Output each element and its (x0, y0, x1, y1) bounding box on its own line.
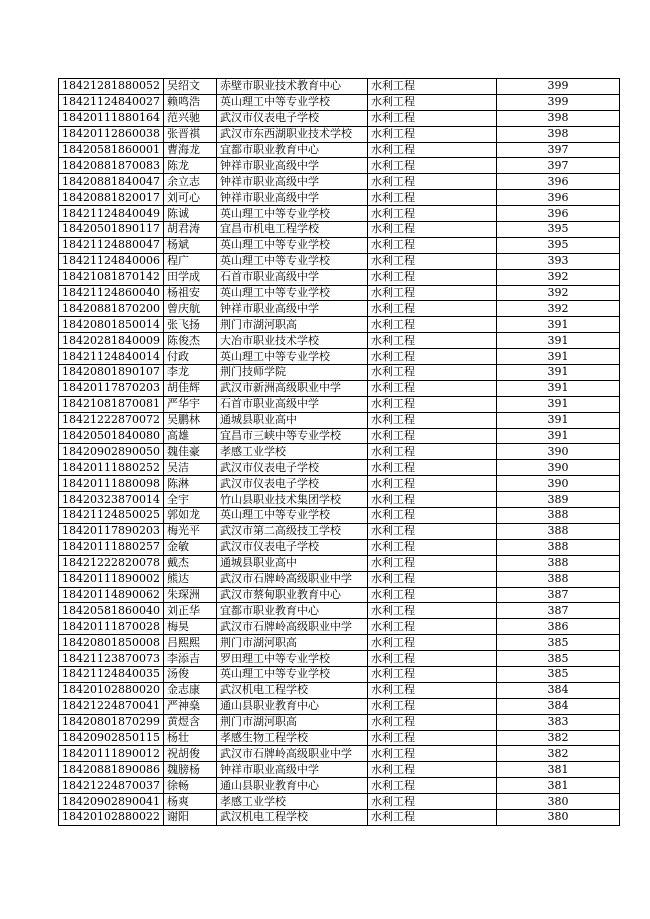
exam-id-cell: 18420881870083 (59, 158, 164, 174)
score-cell: 381 (496, 762, 619, 778)
score-cell: 393 (496, 253, 619, 269)
exam-id-cell: 18420111880098 (59, 476, 164, 492)
major-cell: 水利工程 (367, 666, 496, 682)
score-cell: 396 (496, 206, 619, 222)
score-cell: 398 (496, 126, 619, 142)
student-name-cell: 祝胡俊 (163, 746, 216, 762)
exam-id-cell: 18421124880047 (59, 237, 164, 253)
score-cell: 382 (496, 730, 619, 746)
student-name-cell: 熊达 (163, 571, 216, 587)
school-cell: 武汉市蔡甸职业教育中心 (216, 587, 367, 603)
score-cell: 385 (496, 651, 619, 667)
student-name-cell: 余立志 (163, 174, 216, 190)
school-cell: 孝感工业学校 (216, 794, 367, 810)
exam-id-cell: 18420114890062 (59, 587, 164, 603)
table-row (59, 746, 620, 762)
exam-id-cell: 18420117890203 (59, 523, 164, 539)
student-name-cell: 付政 (163, 349, 216, 365)
exam-id-cell: 18420801870299 (59, 714, 164, 730)
school-cell: 荆门市湖河职高 (216, 317, 367, 333)
table-row (59, 809, 620, 825)
score-cell: 392 (496, 269, 619, 285)
school-cell: 荆门市湖河职高 (216, 635, 367, 651)
score-cell: 383 (496, 714, 619, 730)
exam-id-cell: 18420881870200 (59, 301, 164, 317)
student-name-cell: 黄煜含 (163, 714, 216, 730)
student-name-cell: 陈诚 (163, 206, 216, 222)
score-cell: 391 (496, 349, 619, 365)
major-cell: 水利工程 (367, 682, 496, 698)
table-row (59, 762, 620, 778)
score-cell: 385 (496, 635, 619, 651)
score-cell: 392 (496, 301, 619, 317)
school-cell: 英山理工中等专业学校 (216, 253, 367, 269)
major-cell: 水利工程 (367, 555, 496, 571)
student-name-cell: 程广 (163, 253, 216, 269)
exam-id-cell: 18421222870072 (59, 412, 164, 428)
student-name-cell: 吕熙熙 (163, 635, 216, 651)
exam-id-cell: 18420881890086 (59, 762, 164, 778)
score-cell: 387 (496, 587, 619, 603)
school-cell: 英山理工中等专业学校 (216, 666, 367, 682)
table-row (59, 126, 620, 142)
major-cell: 水利工程 (367, 444, 496, 460)
major-cell: 水利工程 (367, 778, 496, 794)
major-cell: 水利工程 (367, 222, 496, 238)
school-cell: 钟祥市职业高级中学 (216, 190, 367, 206)
score-cell: 386 (496, 619, 619, 635)
student-name-cell: 李添吉 (163, 651, 216, 667)
major-cell: 水利工程 (367, 412, 496, 428)
school-cell: 通城县职业高中 (216, 412, 367, 428)
school-cell: 钟祥市职业高级中学 (216, 301, 367, 317)
student-name-cell: 刘可心 (163, 190, 216, 206)
student-name-cell: 曹海龙 (163, 142, 216, 158)
major-cell: 水利工程 (367, 317, 496, 333)
student-name-cell: 张晋祺 (163, 126, 216, 142)
table-row (59, 317, 620, 333)
school-cell: 竹山县职业技术集团学校 (216, 492, 367, 508)
exam-id-cell: 18421124840027 (59, 94, 164, 110)
major-cell: 水利工程 (367, 349, 496, 365)
table-row (59, 110, 620, 126)
table-row (59, 635, 620, 651)
exam-id-cell: 18420111880252 (59, 460, 164, 476)
major-cell: 水利工程 (367, 428, 496, 444)
school-cell: 通山县职业教育中心 (216, 778, 367, 794)
score-cell: 388 (496, 539, 619, 555)
score-cell: 387 (496, 603, 619, 619)
student-name-cell: 徐畅 (163, 778, 216, 794)
table-row (59, 794, 620, 810)
score-cell: 395 (496, 237, 619, 253)
exam-id-cell: 18420801850014 (59, 317, 164, 333)
school-cell: 武汉市石牌岭高级职业中学 (216, 746, 367, 762)
table-row (59, 94, 620, 110)
score-cell: 380 (496, 809, 619, 825)
major-cell: 水利工程 (367, 365, 496, 381)
exam-id-cell: 18420111890012 (59, 746, 164, 762)
major-cell: 水利工程 (367, 651, 496, 667)
score-cell: 395 (496, 222, 619, 238)
student-name-cell: 吴洁 (163, 460, 216, 476)
exam-id-cell: 18421222820078 (59, 555, 164, 571)
school-cell: 赤壁市职业技术教育中心 (216, 79, 367, 95)
student-name-cell: 戴杰 (163, 555, 216, 571)
school-cell: 荆门市湖河职高 (216, 714, 367, 730)
school-cell: 大冶市职业技术学校 (216, 333, 367, 349)
student-name-cell: 杨爽 (163, 794, 216, 810)
table-row (59, 206, 620, 222)
school-cell: 武汉市石牌岭高级职业中学 (216, 619, 367, 635)
table-row (59, 444, 620, 460)
school-cell: 宜昌市机电工程学校 (216, 222, 367, 238)
score-cell: 384 (496, 682, 619, 698)
score-cell: 396 (496, 174, 619, 190)
school-cell: 武汉机电工程学校 (216, 682, 367, 698)
exam-id-cell: 18421281880052 (59, 79, 164, 95)
student-name-cell: 吴绍文 (163, 79, 216, 95)
table-row (59, 587, 620, 603)
exam-id-cell: 18420102880022 (59, 809, 164, 825)
student-name-cell: 严华宇 (163, 396, 216, 412)
major-cell: 水利工程 (367, 714, 496, 730)
table-body (59, 79, 620, 826)
school-cell: 钟祥市职业高级中学 (216, 174, 367, 190)
table-row (59, 365, 620, 381)
school-cell: 武汉市仪表电子学校 (216, 460, 367, 476)
score-cell: 388 (496, 571, 619, 587)
table-row (59, 555, 620, 571)
student-name-cell: 李龙 (163, 365, 216, 381)
school-cell: 武汉市石牌岭高级职业中学 (216, 571, 367, 587)
table-row (59, 619, 620, 635)
table-row (59, 539, 620, 555)
exam-id-cell: 18421124840006 (59, 253, 164, 269)
student-name-cell: 朱琛洲 (163, 587, 216, 603)
table-row (59, 237, 620, 253)
student-name-cell: 汤俊 (163, 666, 216, 682)
table-row (59, 174, 620, 190)
table-row (59, 412, 620, 428)
score-cell: 396 (496, 190, 619, 206)
exam-id-cell: 18420111890002 (59, 571, 164, 587)
major-cell: 水利工程 (367, 571, 496, 587)
student-name-cell: 严神燊 (163, 698, 216, 714)
major-cell: 水利工程 (367, 587, 496, 603)
major-cell: 水利工程 (367, 206, 496, 222)
table-row (59, 778, 620, 794)
school-cell: 石首市职业高级中学 (216, 396, 367, 412)
score-cell: 391 (496, 333, 619, 349)
student-name-cell: 陈俊杰 (163, 333, 216, 349)
student-name-cell: 全宇 (163, 492, 216, 508)
exam-id-cell: 18421081870142 (59, 269, 164, 285)
school-cell: 英山理工中等专业学校 (216, 508, 367, 524)
student-name-cell: 魏膀杨 (163, 762, 216, 778)
exam-id-cell: 18420281840009 (59, 333, 164, 349)
major-cell: 水利工程 (367, 174, 496, 190)
score-cell: 397 (496, 158, 619, 174)
exam-id-cell: 18421124840035 (59, 666, 164, 682)
table-row (59, 603, 620, 619)
student-name-cell: 曾庆航 (163, 301, 216, 317)
exam-id-cell: 18420902850115 (59, 730, 164, 746)
student-name-cell: 魏佳豪 (163, 444, 216, 460)
major-cell: 水利工程 (367, 158, 496, 174)
score-cell: 391 (496, 317, 619, 333)
major-cell: 水利工程 (367, 110, 496, 126)
exam-id-cell: 18420881820017 (59, 190, 164, 206)
major-cell: 水利工程 (367, 619, 496, 635)
score-cell: 391 (496, 380, 619, 396)
major-cell: 水利工程 (367, 603, 496, 619)
score-cell: 388 (496, 523, 619, 539)
major-cell: 水利工程 (367, 730, 496, 746)
score-cell: 391 (496, 396, 619, 412)
exam-id-cell: 18420581860001 (59, 142, 164, 158)
student-name-cell: 陈淋 (163, 476, 216, 492)
table-row (59, 571, 620, 587)
exam-id-cell: 18420501890117 (59, 222, 164, 238)
school-cell: 武汉市仪表电子学校 (216, 476, 367, 492)
exam-id-cell: 18421124850025 (59, 508, 164, 524)
exam-id-cell: 18420501840080 (59, 428, 164, 444)
exam-id-cell: 18420112860038 (59, 126, 164, 142)
student-name-cell: 陈龙 (163, 158, 216, 174)
score-cell: 388 (496, 508, 619, 524)
major-cell: 水利工程 (367, 333, 496, 349)
school-cell: 荆门技师学院 (216, 365, 367, 381)
school-cell: 钟祥市职业高级中学 (216, 158, 367, 174)
school-cell: 英山理工中等专业学校 (216, 206, 367, 222)
score-cell: 390 (496, 444, 619, 460)
score-cell: 385 (496, 666, 619, 682)
major-cell: 水利工程 (367, 523, 496, 539)
score-cell: 392 (496, 285, 619, 301)
student-name-cell: 刘正华 (163, 603, 216, 619)
table-row (59, 666, 620, 682)
major-cell: 水利工程 (367, 285, 496, 301)
table-row (59, 158, 620, 174)
student-name-cell: 杨壮 (163, 730, 216, 746)
score-table (58, 78, 620, 826)
table-row (59, 460, 620, 476)
student-name-cell: 赖鸣浩 (163, 94, 216, 110)
major-cell: 水利工程 (367, 301, 496, 317)
exam-id-cell: 18420801890107 (59, 365, 164, 381)
student-name-cell: 高雄 (163, 428, 216, 444)
table-row (59, 476, 620, 492)
score-cell: 382 (496, 746, 619, 762)
school-cell: 武汉市东西湖职业技术学校 (216, 126, 367, 142)
score-cell: 399 (496, 79, 619, 95)
exam-id-cell: 18420902890041 (59, 794, 164, 810)
major-cell: 水利工程 (367, 79, 496, 95)
major-cell: 水利工程 (367, 190, 496, 206)
major-cell: 水利工程 (367, 142, 496, 158)
major-cell: 水利工程 (367, 635, 496, 651)
exam-id-cell: 18420581860040 (59, 603, 164, 619)
major-cell: 水利工程 (367, 126, 496, 142)
exam-id-cell: 18421124860040 (59, 285, 164, 301)
student-name-cell: 杨斌 (163, 237, 216, 253)
score-cell: 390 (496, 460, 619, 476)
student-name-cell: 谢阳 (163, 809, 216, 825)
exam-id-cell: 18421123870073 (59, 651, 164, 667)
score-cell: 391 (496, 412, 619, 428)
student-name-cell: 胡佳辉 (163, 380, 216, 396)
major-cell: 水利工程 (367, 794, 496, 810)
table-row (59, 301, 620, 317)
student-name-cell: 杨祖安 (163, 285, 216, 301)
major-cell: 水利工程 (367, 269, 496, 285)
table-row (59, 190, 620, 206)
school-cell: 武汉市新洲高级职业中学 (216, 380, 367, 396)
student-name-cell: 田学成 (163, 269, 216, 285)
major-cell: 水利工程 (367, 237, 496, 253)
school-cell: 石首市职业高级中学 (216, 269, 367, 285)
school-cell: 宜都市职业教育中心 (216, 603, 367, 619)
table-row (59, 349, 620, 365)
table-row (59, 651, 620, 667)
major-cell: 水利工程 (367, 698, 496, 714)
major-cell: 水利工程 (367, 94, 496, 110)
score-cell: 390 (496, 476, 619, 492)
student-name-cell: 张飞扬 (163, 317, 216, 333)
exam-id-cell: 18421224870041 (59, 698, 164, 714)
table-row (59, 523, 620, 539)
score-cell: 384 (496, 698, 619, 714)
exam-id-cell: 18420902890050 (59, 444, 164, 460)
school-cell: 武汉市仪表电子学校 (216, 110, 367, 126)
exam-id-cell: 18421124840049 (59, 206, 164, 222)
student-name-cell: 金志康 (163, 682, 216, 698)
school-cell: 孝感工业学校 (216, 444, 367, 460)
table-row (59, 79, 620, 95)
major-cell: 水利工程 (367, 539, 496, 555)
school-cell: 通山县职业教育中心 (216, 698, 367, 714)
student-name-cell: 吴鹏林 (163, 412, 216, 428)
score-cell: 399 (496, 94, 619, 110)
score-cell: 398 (496, 110, 619, 126)
student-name-cell: 金敏 (163, 539, 216, 555)
table-row (59, 714, 620, 730)
student-name-cell: 郭如龙 (163, 508, 216, 524)
major-cell: 水利工程 (367, 809, 496, 825)
table-row (59, 269, 620, 285)
major-cell: 水利工程 (367, 253, 496, 269)
student-name-cell: 梅昊 (163, 619, 216, 635)
major-cell: 水利工程 (367, 396, 496, 412)
major-cell: 水利工程 (367, 746, 496, 762)
school-cell: 宜昌市三峡中等专业学校 (216, 428, 367, 444)
major-cell: 水利工程 (367, 762, 496, 778)
score-cell: 388 (496, 555, 619, 571)
table-row (59, 396, 620, 412)
score-cell: 381 (496, 778, 619, 794)
exam-id-cell: 18421124840014 (59, 349, 164, 365)
school-cell: 武汉机电工程学校 (216, 809, 367, 825)
school-cell: 孝感生物工程学校 (216, 730, 367, 746)
table-row (59, 285, 620, 301)
school-cell: 英山理工中等专业学校 (216, 237, 367, 253)
table-row (59, 142, 620, 158)
exam-id-cell: 18420102880020 (59, 682, 164, 698)
school-cell: 英山理工中等专业学校 (216, 349, 367, 365)
exam-id-cell: 18420111870028 (59, 619, 164, 635)
score-cell: 389 (496, 492, 619, 508)
exam-id-cell: 18420111880164 (59, 110, 164, 126)
school-cell: 英山理工中等专业学校 (216, 94, 367, 110)
score-cell: 391 (496, 365, 619, 381)
school-cell: 英山理工中等专业学校 (216, 285, 367, 301)
exam-id-cell: 18420881840047 (59, 174, 164, 190)
major-cell: 水利工程 (367, 492, 496, 508)
table-row (59, 698, 620, 714)
major-cell: 水利工程 (367, 380, 496, 396)
exam-id-cell: 18421224870037 (59, 778, 164, 794)
score-cell: 397 (496, 142, 619, 158)
table-row (59, 333, 620, 349)
school-cell: 罗田理工中等专业学校 (216, 651, 367, 667)
table-row (59, 380, 620, 396)
table-row (59, 428, 620, 444)
exam-id-cell: 18420323870014 (59, 492, 164, 508)
major-cell: 水利工程 (367, 460, 496, 476)
school-cell: 宜都市职业教育中心 (216, 142, 367, 158)
exam-id-cell: 18420117870203 (59, 380, 164, 396)
table-row (59, 253, 620, 269)
table-row (59, 222, 620, 238)
exam-id-cell: 18420801850008 (59, 635, 164, 651)
score-cell: 391 (496, 428, 619, 444)
student-name-cell: 梅光平 (163, 523, 216, 539)
exam-id-cell: 18421081870081 (59, 396, 164, 412)
school-cell: 武汉市仪表电子学校 (216, 539, 367, 555)
exam-id-cell: 18420111880257 (59, 539, 164, 555)
table-row (59, 508, 620, 524)
table-row (59, 730, 620, 746)
school-cell: 钟祥市职业高级中学 (216, 762, 367, 778)
student-name-cell: 范兴驰 (163, 110, 216, 126)
score-cell: 380 (496, 794, 619, 810)
table-row (59, 492, 620, 508)
school-cell: 武汉市第二高级技工学校 (216, 523, 367, 539)
major-cell: 水利工程 (367, 508, 496, 524)
table-row (59, 682, 620, 698)
student-name-cell: 胡君涛 (163, 222, 216, 238)
school-cell: 通城县职业高中 (216, 555, 367, 571)
major-cell: 水利工程 (367, 476, 496, 492)
